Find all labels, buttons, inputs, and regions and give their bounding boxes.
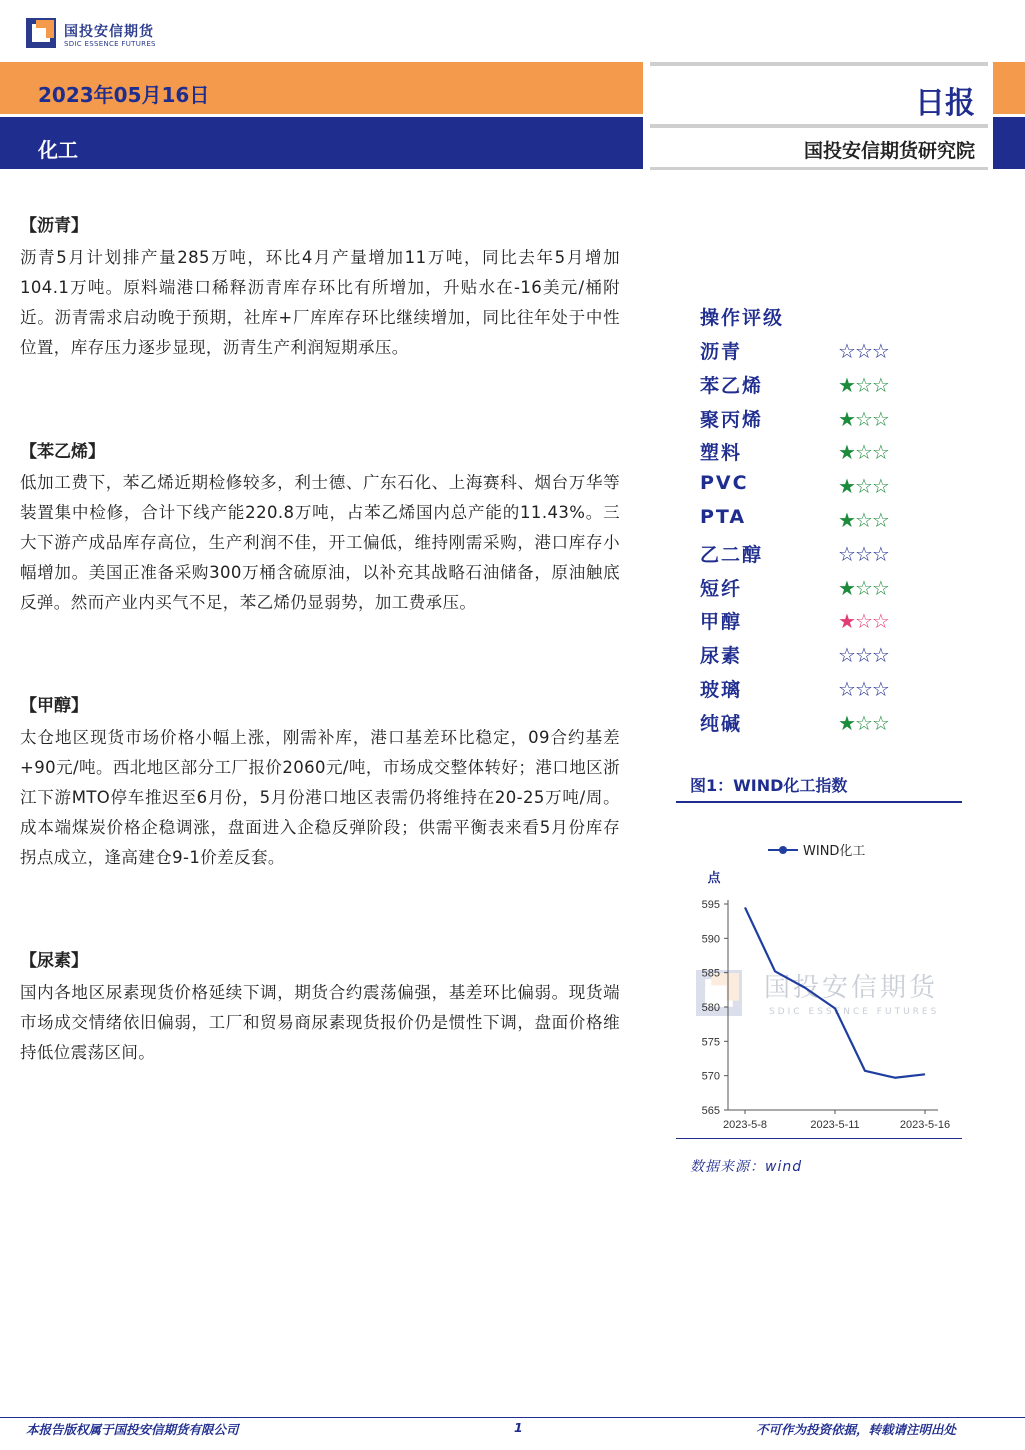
footer-rule: [0, 1417, 1025, 1418]
star-empty-icon: ☆: [838, 541, 855, 566]
star-empty-icon: ☆: [871, 406, 889, 431]
star-empty-icon: ☆: [854, 609, 872, 634]
rating-name: 沥青: [700, 341, 743, 363]
star-filled-icon: ★: [838, 609, 855, 634]
figure-title: 图1：WIND化工指数: [690, 776, 848, 795]
rating-name: PTA: [700, 506, 747, 528]
rating-row: [700, 709, 920, 735]
star-empty-icon: ☆: [871, 575, 889, 600]
star-empty-icon: ☆: [871, 508, 889, 532]
star-empty-icon: ☆: [854, 474, 872, 499]
watermark-en: SDIC ESSENCE FUTURES: [769, 1007, 940, 1017]
rating-row: [700, 675, 920, 701]
star-filled-icon: ★: [838, 440, 855, 465]
figure-top-rule: [676, 801, 962, 803]
rating-stars-icon: [838, 440, 889, 464]
star-empty-icon: ☆: [871, 440, 889, 465]
y-tick-label: 580: [701, 1002, 720, 1014]
section-body: 沥青5月计划排产量285万吨，环比4月产量增加11万吨，同比去年5月增加104.1万吨。原料端港口稀释沥青库存环比有所增加，升贴水在-16美元/桶附近。沥青需求启动晚于预期，社库+厂库库存环比继续增加，同比往年处于中性位置，库存压力逐步显现，沥青生产利润短期承压。: [20, 248, 620, 357]
star-empty-icon: ☆: [854, 339, 872, 363]
star-empty-icon: ☆: [854, 710, 872, 735]
y-tick-label: 570: [701, 1070, 720, 1083]
header-divider: [650, 62, 988, 66]
star-empty-icon: ☆: [871, 609, 889, 634]
rating-row: [700, 438, 920, 464]
page-number: 1: [514, 1420, 523, 1435]
star-filled-icon: ★: [838, 508, 855, 532]
section-title: 【甲醇】: [20, 696, 88, 716]
star-empty-icon: ☆: [854, 575, 872, 600]
legend-marker: [779, 846, 787, 854]
rating-row: [700, 371, 920, 397]
section-title: 【苯乙烯】: [20, 442, 105, 462]
star-empty-icon: ☆: [838, 643, 855, 668]
rating-row: [700, 405, 920, 431]
rating-stars-icon: [838, 542, 889, 566]
rating-stars-icon: [838, 711, 889, 735]
y-tick-label: 585: [701, 967, 720, 980]
logo-en-text: SDIC ESSENCE FUTURES: [64, 40, 156, 48]
rating-name: 乙二醇: [700, 543, 764, 566]
star-empty-icon: ☆: [871, 710, 889, 735]
report-date: 2023年05月16日: [38, 83, 210, 107]
star-empty-icon: ☆: [838, 677, 855, 701]
header-edge-blue: [993, 117, 1025, 169]
y-axis-label: 点: [707, 871, 721, 886]
section-title: 【沥青】: [20, 216, 88, 236]
rating-row: [700, 607, 920, 633]
star-empty-icon: ☆: [871, 372, 889, 397]
header-band-blue: [0, 117, 643, 169]
rating-row: [700, 641, 920, 667]
rating-row: [700, 574, 920, 600]
wind-chem-index-chart: [676, 806, 962, 1136]
rating-stars-icon: [838, 677, 889, 701]
legend-label: WIND化工: [803, 844, 866, 859]
star-filled-icon: ★: [838, 710, 855, 735]
star-empty-icon: ☆: [854, 406, 872, 431]
rating-name: 纯碱: [700, 712, 743, 735]
footer-disclaimer: 不可作为投资依据，转载请注明出处: [756, 1422, 957, 1437]
y-tick-label: 595: [701, 899, 720, 911]
section-body: 太仓地区现货市场价格小幅上涨，刚需补库，港口基差环比稳定，09合约基差+90元/吨。西北地区部分工厂报价2060元/吨，市场成交整体转好；港口地区浙江下游MTO停车推迟至6月份，5月份港口地区表需仍将维持在20-25万吨/周。成本端煤炭价格企稳调涨，盘面进入企稳反弹阶段；供需平衡表来看5月份库存拐点成立，逢高建仓9-1价差反套。: [20, 728, 620, 867]
y-tick-label: 575: [701, 1036, 720, 1049]
report-sector: 化工: [38, 138, 78, 162]
header-edge-orange: [993, 62, 1025, 114]
rating-row: [700, 337, 920, 363]
rating-name: 短纤: [700, 577, 743, 600]
x-tick-label: 2023-5-11: [810, 1119, 860, 1131]
company-logo-icon: [26, 18, 56, 48]
rating-row: [700, 472, 920, 498]
watermark-cn: 国投安信期货: [764, 973, 939, 1003]
footer-copyright: 本报告版权属于国投安信期货有限公司: [26, 1422, 239, 1437]
section-body: 国内各地区尿素现货价格延续下调，期货合约震荡偏强，基差环比偏弱。现货端市场成交情绪依旧偏弱，工厂和贸易商尿素现货报价仍是惯性下调，盘面价格维持低位震荡区间。: [20, 983, 620, 1062]
star-filled-icon: ★: [838, 372, 855, 397]
y-tick-label: 590: [701, 933, 720, 946]
rating-stars-icon: [838, 508, 889, 532]
rating-stars-icon: [838, 373, 889, 397]
rating-title: 操作评级: [700, 307, 785, 329]
rating-name: 聚丙烯: [700, 408, 764, 431]
star-filled-icon: ★: [838, 406, 855, 431]
star-empty-icon: ☆: [854, 643, 872, 668]
rating-name: 塑料: [700, 442, 743, 465]
header-divider: [650, 167, 988, 170]
star-empty-icon: ☆: [871, 677, 889, 701]
rating-stars-icon: [838, 576, 889, 600]
rating-stars-icon: [838, 407, 889, 431]
figure-source: 数据来源：wind: [690, 1159, 803, 1175]
rating-name: 玻璃: [700, 679, 743, 701]
header-divider: [650, 124, 988, 128]
rating-name: 苯乙烯: [700, 374, 764, 397]
report-type: 日报: [915, 86, 975, 121]
star-empty-icon: ☆: [871, 474, 889, 499]
rating-row: [700, 506, 920, 532]
rating-stars-icon: [838, 339, 889, 363]
star-empty-icon: ☆: [854, 372, 872, 397]
star-empty-icon: ☆: [854, 508, 872, 532]
section-body: 低加工费下，苯乙烯近期检修较多，利士德、广东石化、上海赛科、烟台万华等装置集中检修，合计下线产能220.8万吨，占苯乙烯国内总产能的11.43%。三大下游产成品库存高位，生产利润不佳，开工偏低，维持刚需采购，港口库存小幅增加。美国正准备采购300万桶含硫原油，以补充其战略石油储备，原油触底反弹。然而产业内买气不足，苯乙烯仍显弱势，加工费承压。: [20, 473, 620, 612]
rating-name: PVC: [700, 472, 749, 495]
star-empty-icon: ☆: [854, 677, 872, 701]
figure-bottom-rule: [676, 1138, 962, 1139]
rating-name: 尿素: [700, 645, 743, 668]
star-filled-icon: ★: [838, 474, 855, 499]
rating-stars-icon: [838, 609, 889, 633]
star-empty-icon: ☆: [854, 541, 872, 566]
rating-row: [700, 540, 920, 566]
star-empty-icon: ☆: [838, 339, 855, 363]
star-empty-icon: ☆: [854, 440, 872, 465]
x-tick-label: 2023-5-16: [899, 1119, 951, 1131]
x-tick-label: 2023-5-8: [722, 1119, 768, 1131]
institute-name: 国投安信期货研究院: [803, 140, 975, 162]
rating-stars-icon: [838, 474, 889, 498]
logo-cn-text: 国投安信期货: [64, 24, 154, 40]
rating-stars-icon: [838, 643, 889, 667]
star-empty-icon: ☆: [871, 643, 889, 668]
rating-name: 甲醇: [700, 611, 743, 634]
star-empty-icon: ☆: [871, 339, 889, 363]
series-line: [745, 907, 925, 1077]
y-tick-label: 565: [701, 1105, 720, 1117]
star-filled-icon: ★: [838, 575, 855, 600]
section-title: 【尿素】: [20, 951, 88, 971]
star-empty-icon: ☆: [871, 541, 889, 566]
